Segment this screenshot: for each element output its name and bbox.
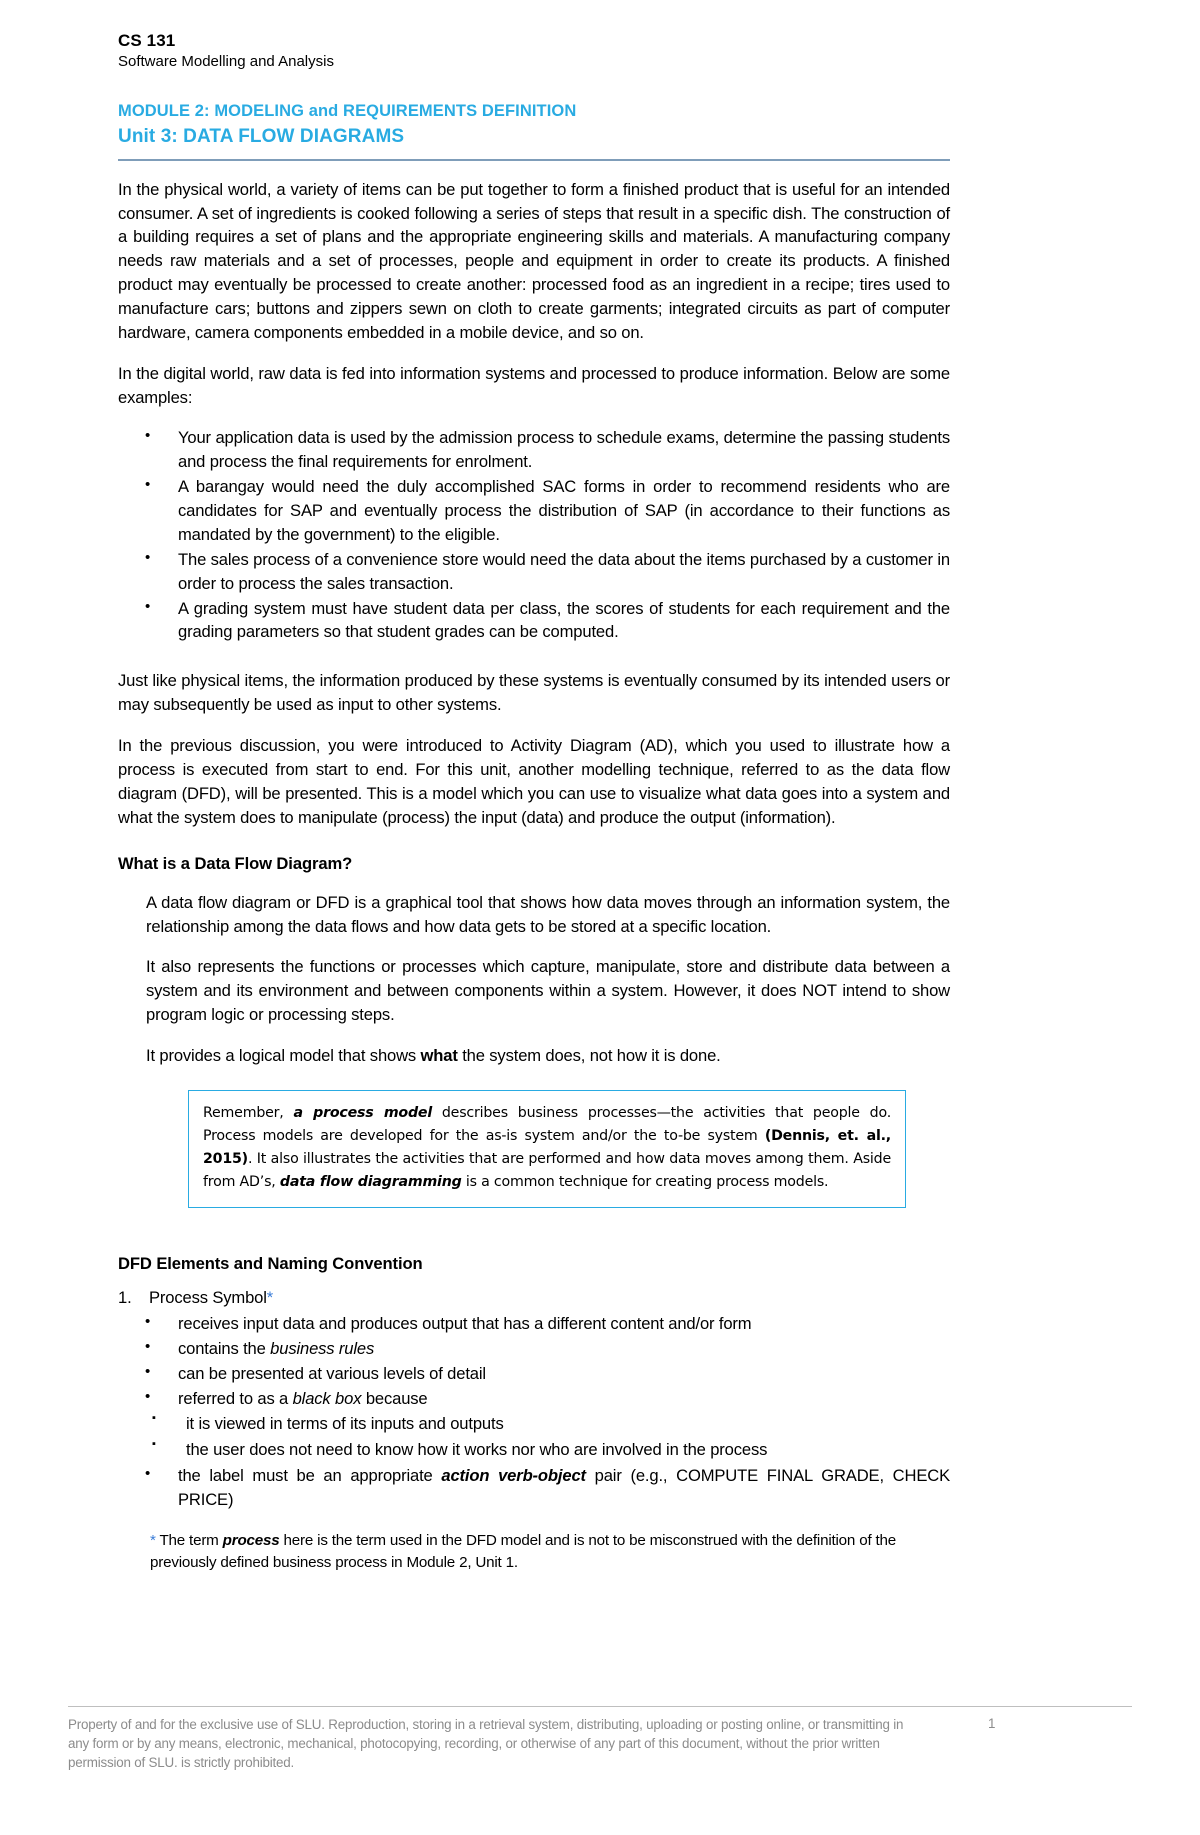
bullet-prefix: referred to as a: [178, 1388, 293, 1408]
bullet-italic: business rules: [270, 1338, 375, 1358]
callout-seg-4-citation: (Dennis, et. al., 2015): [203, 1127, 891, 1167]
list-item: [118, 1337, 950, 1361]
list-item: • The sales process of a convenience store would need the data about the items purchased by a customer in order to process the sales transaction.: [118, 548, 950, 596]
page-content: [118, 30, 950, 1575]
list-item: • receives input data and produces output that has a different content and/or form: [118, 1312, 950, 1336]
dfd-elements-list: [118, 1286, 950, 1310]
black-box-sub-bullets: [118, 1412, 950, 1462]
footer-copyright-text: Property of and for the exclusive use of SLU. Reproduction, storing in a retrieval system, distributing, uploading or posting online, or transmitting in any form or by any means, electronic, mechanical, photocopying, recording, or otherwise of any part of this document, without the prior written permission of SLU. is strictly prohibited.: [68, 1717, 904, 1771]
process-symbol-bullets: [118, 1312, 950, 1411]
bullet-emphasis: action verb-object: [441, 1466, 586, 1486]
header-divider: [118, 159, 950, 161]
page-number: 1: [988, 1716, 996, 1731]
page-footer: [68, 1706, 1138, 1772]
callout-seg-5: . It also illustrates the activities that are performed and how data moves among them. Aside from AD’s,: [203, 1150, 891, 1190]
footnote-star: *: [150, 1531, 156, 1549]
module-heading: MODULE 2: MODELING and REQUIREMENTS DEFINITION: [118, 101, 577, 120]
section-heading-what-is-dfd: What is a Data Flow Diagram?: [118, 853, 353, 873]
list-item: • can be presented at various levels of detail: [118, 1362, 950, 1386]
list-item: • A grading system must have student data per class, the scores of students for each requirement and the grading parameters so that student grades can be computed.: [118, 597, 950, 645]
list-item-process-symbol: [118, 1286, 950, 1310]
course-title: Software Modelling and Analysis: [118, 53, 334, 71]
dfd-p3-suffix: the system does, not how it is done.: [457, 1046, 721, 1066]
intro-paragraph-4: In the previous discussion, you were introduced to Activity Diagram (AD), which you used to illustrate how a process is executed from start to end. For this unit, another modelling technique, referred to as the data flow diagram (DFD), will be presented. This is a model which you can use to visualize what data goes into a system and what the system does to manipulate (process) the input (data) and produce the output (information).: [118, 736, 950, 827]
dfd-paragraph-2: It also represents the functions or processes which capture, manipulate, store and distribute data between a system and its environment and between components within a system. However, it does NOT intend to show program logic or processing steps.: [146, 957, 950, 1025]
course-code: CS 131: [118, 31, 176, 50]
callout-seg-7: is a common technique for creating process models.: [461, 1173, 829, 1190]
list-item: ▪ the user does not need to know how it works nor who are involved in the process: [118, 1438, 950, 1462]
footnote-prefix: The term: [155, 1531, 223, 1549]
list-item: [118, 1387, 950, 1411]
footnote-suffix: here is the term used in the DFD model and is not to be misconstrued with the definition of the previously defined business process in Module 2, Unit 1.: [150, 1531, 896, 1572]
dfd-p3-prefix: It provides a logical model that shows: [146, 1046, 421, 1066]
bullet-italic: black box: [292, 1388, 362, 1408]
bullet-suffix: because: [361, 1388, 428, 1408]
callout-seg-6-emphasis: data flow diagramming: [279, 1173, 462, 1190]
list-item: • Your application data is used by the admission process to schedule exams, determine the passing students and process the final requirements for enrolment.: [118, 426, 950, 474]
intro-paragraph-1: In the physical world, a variety of items can be put together to form a finished product that is useful for an intended consumer. A set of ingredients is cooked following a series of steps that result in a specific dish. The construction of a building requires a set of plans and the appropriate engineering skills and materials. A manufacturing company needs raw materials and a set of processes, people and equipment in order to create its products. A finished product may eventually be processed to create another: processed food as an ingredient in a recipe; tires used to manufacture cars; buttons and zippers sewn on cloth to create garments; integrated circuits as part of computer hardware, camera components embedded in a mobile device, and so on.: [118, 179, 950, 342]
dfd-paragraph-1: A data flow diagram or DFD is a graphical tool that shows how data moves through an information system, the relationship among the data flows and how data gets to be stored at a specific location.: [146, 892, 950, 936]
callout-seg-3: describes business processes—the activities that people do. Process models are developed for the as-is system and/or the to-be system: [203, 1104, 892, 1144]
callout-text: [203, 1102, 891, 1194]
footnote-emphasis: process: [222, 1531, 280, 1549]
process-symbol-bullets-last: [118, 1464, 950, 1512]
bullet-suffix: pair (e.g., COMPUTE FINAL GRADE, CHECK PRICE): [178, 1466, 951, 1510]
list-number: 1.: [118, 1287, 132, 1307]
section-heading-dfd-elements: DFD Elements and Naming Convention: [118, 1253, 423, 1273]
list-item: [118, 1464, 950, 1512]
footnote-marker: *: [266, 1287, 274, 1307]
callout-seg-2-emphasis: a process model: [293, 1104, 433, 1121]
footer-divider: [68, 1706, 1132, 1707]
list-item: • A barangay would need the duly accomplished SAC forms in order to recommend residents who are candidates for SAP and eventually process the distribution of SAP (in accordance to their functions as mandated by the government) to the eligible.: [118, 475, 950, 547]
callout-seg-1: Remember,: [203, 1104, 294, 1121]
unit-heading: Unit 3: DATA FLOW DIAGRAMS: [118, 126, 405, 148]
intro-paragraph-3: Just like physical items, the information produced by these systems is eventually consumed by its intended users or may subsequently be used as input to other systems.: [118, 671, 950, 715]
process-footnote: [150, 1530, 940, 1575]
dfd-paragraph-3: [146, 1044, 950, 1068]
bullet-prefix: the label must be an appropriate: [178, 1466, 442, 1486]
list-item: ▪ it is viewed in terms of its inputs and outputs: [118, 1412, 950, 1436]
dfd-p3-emphasis: what: [420, 1046, 458, 1066]
remember-callout-box: [188, 1090, 906, 1208]
examples-list: [118, 426, 950, 644]
intro-paragraph-2: In the digital world, raw data is fed into information systems and processed to produce information. Below are some examples:: [118, 363, 950, 407]
bullet-prefix: contains the: [178, 1338, 271, 1358]
process-symbol-label: Process Symbol: [149, 1287, 267, 1307]
